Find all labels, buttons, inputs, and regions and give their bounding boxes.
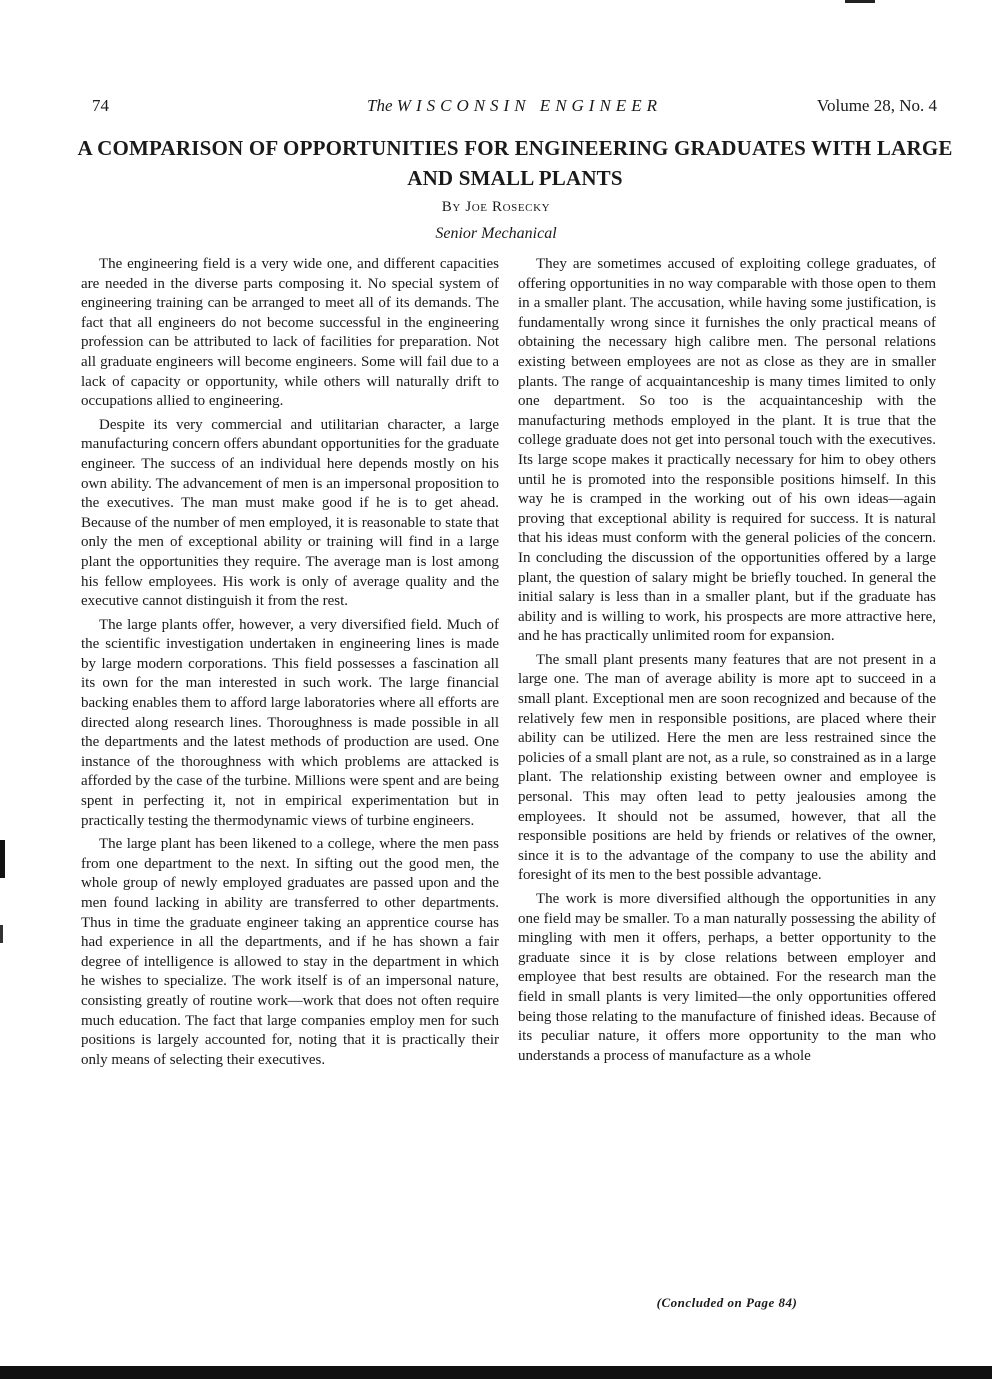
- scan-artifact-left-small: [0, 925, 3, 943]
- paragraph: The large plant has been likened to a college, where the men pass from one department to the next. In sifting out the good men, the whole group of newly employed graduates are passed upon and the men found lacking in ability are transferred to other departments. Thus in time the graduate engineer taking an apprentice course has had experience in all the departments, and if he has shown a fair degree of intelligence is allowed to stay in the department in which he wishes to specialize. The work itself is of an impersonal nature, consisting greatly of routine work—work that does not often require much education. The fact that large companies employ men for such positions is largely accounted for, noting that it is practically their only means of selecting their executives.: [81, 836, 499, 1068]
- author-name: Joe Rosecky: [465, 199, 551, 215]
- page-header: [92, 96, 937, 120]
- paragraph: The large plants offer, however, a very diversified field. Much of the scientific investigation undertaken in engineering lines is made by large modern corporations. This field possesses a fascination all its own for the man interested in such work. The large financial backing enables them to afford large laboratories where all efforts are directed along research lines. Thoroughness is made possible in all the departments and the latest methods of production are used. One instance of the thoroughness with which problems are attacked is afforded by the case of the turbine. Millions were spent and are being spent in perfecting it, not in empirical experimentation but in practically testing the thermodynamic views of turbine engineers.: [81, 616, 499, 829]
- journal-title: [92, 96, 937, 116]
- scan-bottom-edge: [0, 1366, 992, 1379]
- article-title: A COMPARISON OF OPPORTUNITIES FOR ENGINEERING GRADUATES WITH LARGE AND SMALL PLANTS: [77, 136, 953, 190]
- page-number: 74: [92, 96, 109, 115]
- volume-info: Volume 28, No. 4: [816, 96, 937, 115]
- scan-artifact-top: [845, 0, 875, 3]
- paragraph: The small plant presents many features that are not present in a large one. The man of average ability is more apt to succeed in a small plant. Exceptional men are soon recognized and because of the relatively few men in responsible positions, are placed where their ability can be utilized. Here the men are less restrained since the policies of a small plant are not, as a rule, so constrained as in a large plant. The relationship existing between owner and employee is personal. This may often lead to petty jealousies among the employees. It should not be assumed, however, that all the responsible positions are held by friends or relatives of the owner, since it is to the advantage of the company to use the ability and foresight of its men to the best possible advantage.: [518, 651, 936, 884]
- paragraph: Despite its very commercial and utilitarian character, a large manufacturing concern offers abundant opportunities for the graduate engineer. The success of an individual here depends mostly on his own ability. The advancement of men is an impersonal proposition to the executives. The man must make good if he is to get ahead. Because of the number of men employed, it is reasonable to state that only the men of exceptional ability or training will find in a large plant the opportunities they require. The average man is lost among his fellow employees. His work is only of average quality and the executive cannot distinguish it from the rest.: [81, 416, 499, 610]
- left-column: [81, 255, 499, 1074]
- continuation-note: (Concluded on Page 84): [656, 1295, 798, 1310]
- paragraph: The engineering field is a very wide one, and different capacities are needed in the diverse parts composing it. No special system of engineering training can be arranged to meet all of its demands. The fact that all engineers do not become successful in the engineering profession can be attributed to lack of facilities for preparation. Not all graduate engineers will become engineers. Some will fail due to a lack of capacity or opportunity, while others will naturally drift to occupations allied to engineering.: [81, 256, 499, 410]
- journal-name: WISCONSIN ENGINEER: [396, 96, 662, 115]
- paragraph: The work is more diversified although the opportunities in any one field may be smaller. To a man naturally possessing the ability of mingling with men it offers, perhaps, a better opportunity to the graduate since it is by close relations between employer and employee that best results are obtained. For the research man the field in small plants is very limited—the only opportunities offered being those relating to the manufacture of finished ideas. Because of its peculiar nature, it offers more opportunity to the man who understands a process of manufacture as a whole: [518, 891, 936, 1064]
- author-affiliation: Senior Mechanical: [435, 225, 557, 242]
- journal-prefix: The: [367, 96, 393, 115]
- right-column: [518, 255, 936, 1070]
- byline-prefix: By: [441, 199, 461, 215]
- byline: [0, 199, 992, 216]
- scan-artifact-left: [0, 840, 5, 878]
- paragraph: They are sometimes accused of exploiting college graduates, of offering opportunities in no way comparable with those open to them in a smaller plant. The accusation, while having some justification, is fundamentally wrong since it furnishes the only practical means of obtaining the necessary high calibre men. The personal relations existing between employees are not as close as they are in smaller plants. The range of acquaintanceship is many times limited to only one department. So too is the acquaintanceship with the manufacturing methods employed in the plant. It is true that the college graduate does not get into personal touch with the executives. Its large scope makes it practically necessary for him to obey others until he is promoted into the responsible positions himself. In this way he is cramped in the working out of his own ideas—again proving that exceptional ability is required for success. It is natural that his ideas must conform with the general policies of the concern. In concluding the discussion of the opportunities offered by a large plant, the question of salary might be briefly touched. In general the initial salary is less than in a smaller plant, but if the graduate has ability and is willing to work, his prospects are more attractive here, and he has practically unlimited room for expansion.: [518, 256, 936, 645]
